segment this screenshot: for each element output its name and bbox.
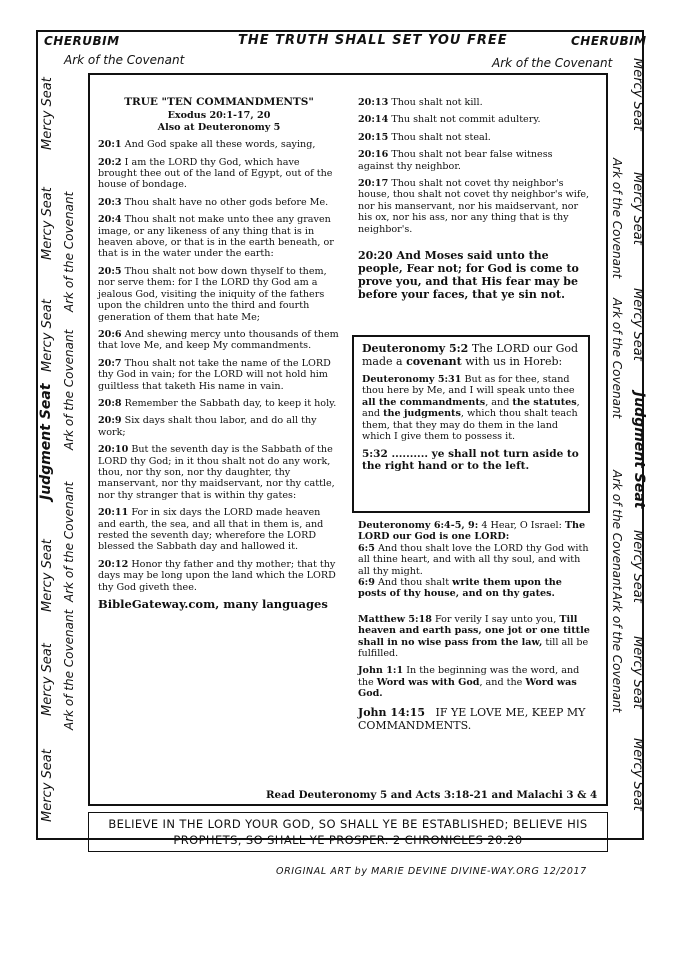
verse-20-4: [98, 214, 340, 260]
m518-text: For verily I say unto you,: [435, 613, 557, 625]
biblegateway-link[interactable]: BibleGateway.com, many languages: [98, 597, 328, 612]
d531-text-a: But as for thee, stand thou here by Me, and I will speak unto thee: [362, 374, 575, 397]
d64-text: 4 Hear, O Israel:: [481, 520, 562, 531]
verse-20-8: [98, 398, 340, 409]
cherubim-left: CHERUBIM: [44, 34, 120, 48]
left-mercy-seat-6: Mercy Seat: [40, 749, 55, 822]
verse-text: Thou shalt not make unto thee any graven image, or any likeness of any thing that is in heaven above, or that is in the earth beneath, or that is in the water under the earth:: [98, 214, 334, 260]
j11-bold1: Word was with God: [376, 676, 480, 688]
d532-ref: 5:32: [362, 448, 388, 461]
d531-text-c: , and: [362, 396, 580, 420]
right-ark-1: Ark of the Covenant: [610, 158, 624, 279]
d65-num: 6:5: [358, 542, 375, 554]
verse-num: 20:17: [358, 178, 389, 190]
right-mercy-seat-6: Mercy Seat: [630, 738, 645, 811]
right-mercy-seat-2: Mercy Seat: [630, 172, 645, 245]
verse-text: Thou shalt not bear false witness against thy neighbor.: [358, 149, 553, 172]
j11-ref: John 1:1: [358, 665, 404, 677]
verse-num: 20:8: [98, 397, 122, 409]
verse-num: 20:15: [358, 131, 389, 143]
verse-20-16: [358, 149, 590, 172]
d531-bold3: the judgments: [383, 408, 461, 420]
verse-20-1: [98, 139, 340, 150]
ark-label-top-left: Ark of the Covenant: [64, 53, 185, 67]
deuteronomy-ref: Also at Deuteronomy 5: [157, 121, 281, 133]
right-column: [358, 97, 590, 307]
left-verse-list: [98, 139, 340, 593]
j1415-ref: John 14:15: [358, 705, 426, 719]
right-mercy-seat-1: Mercy Seat: [630, 58, 645, 131]
d531-ref: Deuteronomy 5:31: [362, 374, 462, 385]
m518-bold: Till heaven and earth pass, one jot or one tittle shall in no wise pass from the law,: [358, 613, 590, 648]
right-ark-2: Ark of the Covenant: [610, 298, 624, 419]
left-judgment-seat: Judgment Seat: [38, 383, 54, 500]
verse-num: 20:16: [358, 149, 389, 161]
verse-text: Six days shalt thou labor, and do all thy work;: [98, 415, 317, 438]
verse-num: 20:3: [98, 196, 122, 208]
deuteronomy-5-box: [352, 335, 590, 513]
verse-num: 20:2: [98, 156, 122, 168]
j11-text-b: , and the: [479, 676, 523, 688]
verse-num: 20:9: [98, 415, 122, 427]
left-ark-2: Ark of the Covenant: [62, 329, 76, 450]
left-column: [98, 97, 340, 610]
d52-ref: Deuteronomy 5:2: [362, 342, 469, 355]
d531-bold2: the statutes: [512, 396, 577, 408]
read-line: Read Deuteronomy 5 and Acts 3:18-21 and Malachi 3 & 4: [266, 789, 598, 801]
verse-text: And God spake all these words, saying,: [124, 139, 316, 151]
right-verse-list: [358, 97, 590, 235]
verse-num: 20:6: [98, 328, 122, 340]
d531-text-b: , and: [485, 396, 510, 408]
ark-label-top-right: Ark of the Covenant: [492, 56, 613, 70]
right-judgment-seat: Judgment Seat: [631, 392, 647, 509]
verse-20-15: [358, 132, 590, 143]
verse-num: 20:1: [98, 139, 122, 151]
verse-20-11: [98, 507, 340, 553]
right-ark-3: Ark of the Covenant: [610, 470, 624, 591]
m518-tail: till all be fulfilled.: [358, 636, 589, 660]
d52-bold: covenant: [406, 355, 462, 368]
j11-text-a: In the beginning was the word, and the: [358, 665, 580, 688]
j1415-text: IF YE LOVE ME, KEEP MY COMMANDMENTS.: [358, 705, 586, 732]
verse-20-12: [98, 559, 340, 593]
verse-text: Thou shalt not bow down thyself to them, nor serve them: for I the LORD thy God am a jealous God, visiting the iniquity of the fathers upon the children unto the third and fourth generation of them that hate Me;: [98, 265, 327, 323]
d531-bold1: all the commandments: [362, 396, 486, 408]
d64-ref: Deuteronomy 6:4-5, 9:: [358, 520, 479, 531]
d69-bold: write them upon the posts of thy house, and on thy gates.: [358, 577, 562, 600]
verse-text: Thou shalt not kill.: [391, 97, 483, 108]
verse-num: 20:10: [98, 444, 129, 456]
verse-text: For in six days the LORD made heaven and earth, the sea, and all that in them is, and rested the seventh day; wherefore the LORD blessed the Sabbath day and hallowed it.: [98, 507, 324, 553]
verse-20-2: [98, 157, 340, 191]
d532-text: ye shall not turn aside to the right hand or to the left.: [362, 448, 579, 473]
verse-num: 20:4: [98, 214, 122, 226]
verse-text: And shewing mercy unto thousands of them that love Me, and keep My commandments.: [98, 328, 339, 352]
verse-20-20: [358, 249, 590, 301]
d52-text-a: The LORD our God made a: [362, 342, 579, 368]
verse-text: But the seventh day is the Sabbath of the LORD thy God; in it thou shalt not do any work, thou, nor thy son, nor thy daughter, thy manservant, nor thy maidservant, nor thy cattle, nor thy stranger that is within thy gates:: [98, 444, 335, 501]
left-mercy-seat-3: Mercy Seat: [40, 299, 55, 372]
verse-num: 20:14: [358, 114, 389, 126]
verse-text: Thou shalt not take the name of the LORD thy God in vain; for the LORD will not hold him guiltless that taketh His name in vain.: [98, 357, 331, 392]
verse-20-9: [98, 415, 340, 438]
verse-text: I am the LORD thy God, which have brought thee out of the land of Egypt, out of the house of bondage.: [98, 156, 333, 191]
chronicles-banner: [88, 812, 608, 852]
d64-bold: The LORD our God is one LORD:: [358, 520, 586, 543]
j11-bold2: Word was God.: [358, 676, 577, 700]
d531-text-d: , which thou shalt teach them, that they may do them in the land which I give them to possess it.: [362, 408, 578, 443]
page-title: THE TRUTH SHALL SET YOU FREE: [238, 33, 508, 48]
verse-num: 20:12: [98, 558, 129, 570]
verse-text: Thou shalt not covet thy neighbor's house, thou shalt not covet thy neighbor's wife, nor his manservant, nor his maidservant, nor his ox, nor his ass, nor any thing that is thy neighbor's.: [358, 178, 590, 235]
verse-20-17: [358, 178, 590, 235]
verse-text: Thou shalt have no other gods before Me.: [124, 196, 329, 208]
banner-line-2: PROPHETS, SO SHALL YE PROSPER. 2 CHRONICLES 20:20: [173, 833, 523, 847]
verse-20-5: [98, 266, 340, 323]
right-mercy-seat-4: Mercy Seat: [630, 530, 645, 603]
verse-20-7: [98, 358, 340, 392]
verse-20-14: [358, 114, 590, 125]
verse-text: Honor thy father and thy mother; that thy days may be long upon the land which the LORD thy God giveth thee.: [98, 558, 336, 593]
verse-text: And Moses said unto the people, Fear not; for God is come to prove you, and that His fear may be before your faces, that ye sin not.: [358, 249, 579, 302]
right-mercy-seat-3: Mercy Seat: [630, 288, 645, 361]
verse-20-3: [98, 197, 340, 208]
verse-20-6: [98, 329, 340, 352]
right-ark-4: Ark of the Covenant: [610, 592, 624, 713]
verse-num: 20:13: [358, 97, 389, 108]
d532-dots: ..........: [391, 448, 429, 461]
verse-text: Remember the Sabbath day, to keep it holy.: [124, 397, 337, 409]
left-mercy-seat-2: Mercy Seat: [40, 187, 55, 260]
verse-20-13: [358, 97, 590, 108]
right-lower-column: [358, 520, 592, 738]
left-ark-3: Ark of the Covenant: [62, 481, 76, 602]
d69-text: And thou shalt: [377, 577, 450, 589]
right-mercy-seat-5: Mercy Seat: [630, 636, 645, 709]
verse-num: 20:7: [98, 357, 122, 369]
art-credit: ORIGINAL ART by MARIE DEVINE DIVINE-WAY.ORG 12/2017: [276, 866, 587, 877]
left-mercy-seat-5: Mercy Seat: [40, 643, 55, 716]
verse-num: 20:5: [98, 265, 122, 277]
verse-20-10: [98, 444, 340, 501]
left-mercy-seat-1: Mercy Seat: [40, 77, 55, 150]
cherubim-right: CHERUBIM: [571, 34, 647, 48]
left-mercy-seat-4: Mercy Seat: [40, 539, 55, 612]
d69-num: 6:9: [358, 577, 375, 589]
d65-text: And thou shalt love the LORD thy God with all thine heart, and with all thy soul, and with all thy might.: [358, 542, 589, 577]
verse-num: 20:20: [358, 249, 393, 263]
exodus-ref: Exodus 20:1-17, 20: [167, 110, 271, 122]
verse-num: 20:11: [98, 507, 129, 519]
m518-ref: Matthew 5:18: [358, 613, 432, 625]
verse-text: Thu shalt not commit adultery.: [391, 114, 541, 126]
commandments-heading: TRUE "TEN COMMANDMENTS": [124, 96, 314, 108]
d52-text-b: with us in Horeb:: [465, 355, 563, 368]
left-ark-4: Ark of the Covenant: [62, 609, 76, 730]
banner-line-1: BELIEVE IN THE LORD YOUR GOD, SO SHALL YE BE ESTABLISHED; BELIEVE HIS: [108, 817, 588, 831]
verse-text: Thou shalt not steal.: [391, 131, 491, 143]
left-ark-1: Ark of the Covenant: [62, 191, 76, 312]
